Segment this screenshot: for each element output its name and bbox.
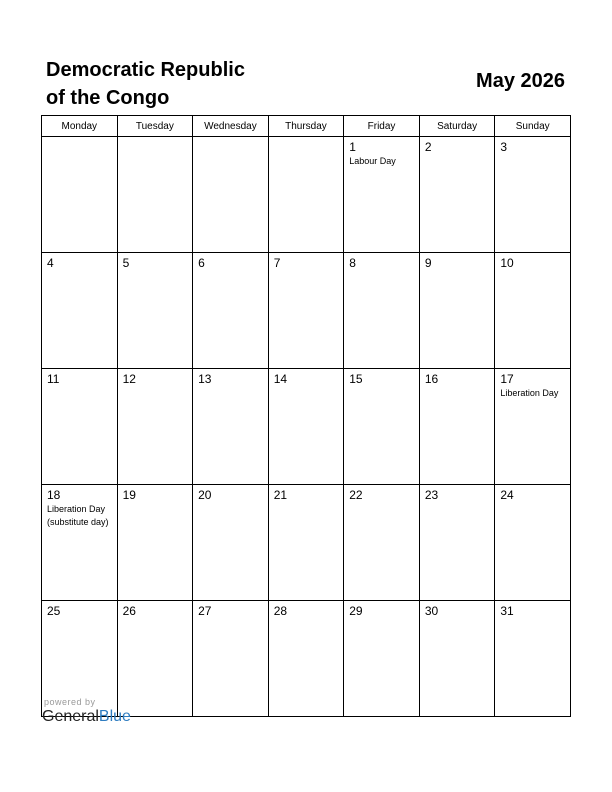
day-cell [42, 253, 118, 369]
day-number: 23 [424, 488, 439, 502]
day-number: 9 [424, 256, 432, 270]
week-row [42, 253, 571, 369]
country-title-line2: of the Congo [46, 87, 170, 109]
month-title: May 2026 [476, 70, 565, 92]
holiday-label: Labour Day [349, 156, 396, 166]
day-cell [344, 253, 420, 369]
logo-general-text: General [42, 708, 99, 725]
logo-blue-text: Blue [98, 708, 131, 725]
day-number: 15 [349, 372, 363, 386]
day-cell [344, 369, 420, 485]
day-cell [268, 137, 344, 253]
day-cell [344, 601, 420, 717]
generalblue-logo[interactable] [42, 708, 131, 726]
day-number: 18 [47, 488, 61, 502]
day-cell [193, 485, 269, 601]
day-cell [419, 485, 495, 601]
day-cell [419, 369, 495, 485]
day-number: 10 [500, 256, 514, 270]
day-cell [42, 137, 118, 253]
holiday-label: Liberation Day [500, 388, 559, 398]
day-number: 24 [500, 488, 514, 502]
day-cell [193, 253, 269, 369]
country-title-line1: Democratic Republic [46, 59, 245, 81]
day-number: 7 [273, 256, 281, 270]
day-number: 27 [198, 604, 212, 618]
day-cell [117, 253, 193, 369]
day-number: 13 [198, 372, 212, 386]
day-cell [42, 485, 118, 601]
day-cell [117, 137, 193, 253]
day-cell [419, 253, 495, 369]
day-cell [344, 137, 420, 253]
day-number: 4 [47, 256, 54, 270]
day-number: 26 [122, 604, 136, 618]
day-cell [495, 369, 571, 485]
day-number: 31 [500, 604, 514, 618]
day-number: 29 [349, 604, 363, 618]
day-number: 6 [198, 256, 205, 270]
day-cell [419, 601, 495, 717]
day-number: 19 [122, 488, 136, 502]
day-number: 21 [273, 488, 288, 502]
day-number: 2 [424, 140, 432, 154]
day-cell [344, 485, 420, 601]
week-row [42, 485, 571, 601]
day-cell [495, 253, 571, 369]
day-number: 28 [273, 604, 288, 618]
day-number: 5 [122, 256, 130, 270]
day-cell [268, 253, 344, 369]
day-cell [495, 601, 571, 717]
weekday-header-row [42, 116, 571, 137]
day-number: 12 [122, 372, 136, 386]
weekday-header: Thursday [268, 116, 344, 137]
weekday-header: Tuesday [117, 116, 193, 137]
day-number: 11 [47, 372, 60, 386]
day-cell [268, 369, 344, 485]
day-cell [495, 485, 571, 601]
calendar-grid [41, 115, 571, 717]
day-cell [117, 601, 193, 717]
country-title [46, 56, 306, 112]
weekday-header: Wednesday [193, 116, 269, 137]
day-number: 8 [349, 256, 356, 270]
weekday-header: Monday [42, 116, 118, 137]
day-number: 22 [349, 488, 363, 502]
weekday-header: Sunday [495, 116, 571, 137]
powered-by-label: powered by [44, 697, 96, 707]
day-cell [117, 369, 193, 485]
week-row [42, 601, 571, 717]
weekday-header: Saturday [419, 116, 495, 137]
day-cell [495, 137, 571, 253]
weekday-header: Friday [344, 116, 420, 137]
day-cell [42, 369, 118, 485]
day-cell [268, 485, 344, 601]
holiday-label: Liberation Day (substitute day) [47, 504, 109, 527]
day-number: 20 [198, 488, 212, 502]
day-number: 1 [349, 140, 356, 154]
day-cell [419, 137, 495, 253]
day-cell [268, 601, 344, 717]
day-cell [193, 137, 269, 253]
day-cell [193, 369, 269, 485]
day-number: 3 [500, 140, 508, 154]
day-number: 25 [47, 604, 61, 618]
week-row [42, 137, 571, 253]
day-cell [193, 601, 269, 717]
day-number: 16 [424, 372, 439, 386]
week-row [42, 369, 571, 485]
day-number: 14 [273, 372, 288, 386]
day-number: 17 [500, 372, 514, 386]
day-number: 30 [424, 604, 439, 618]
day-cell [117, 485, 193, 601]
